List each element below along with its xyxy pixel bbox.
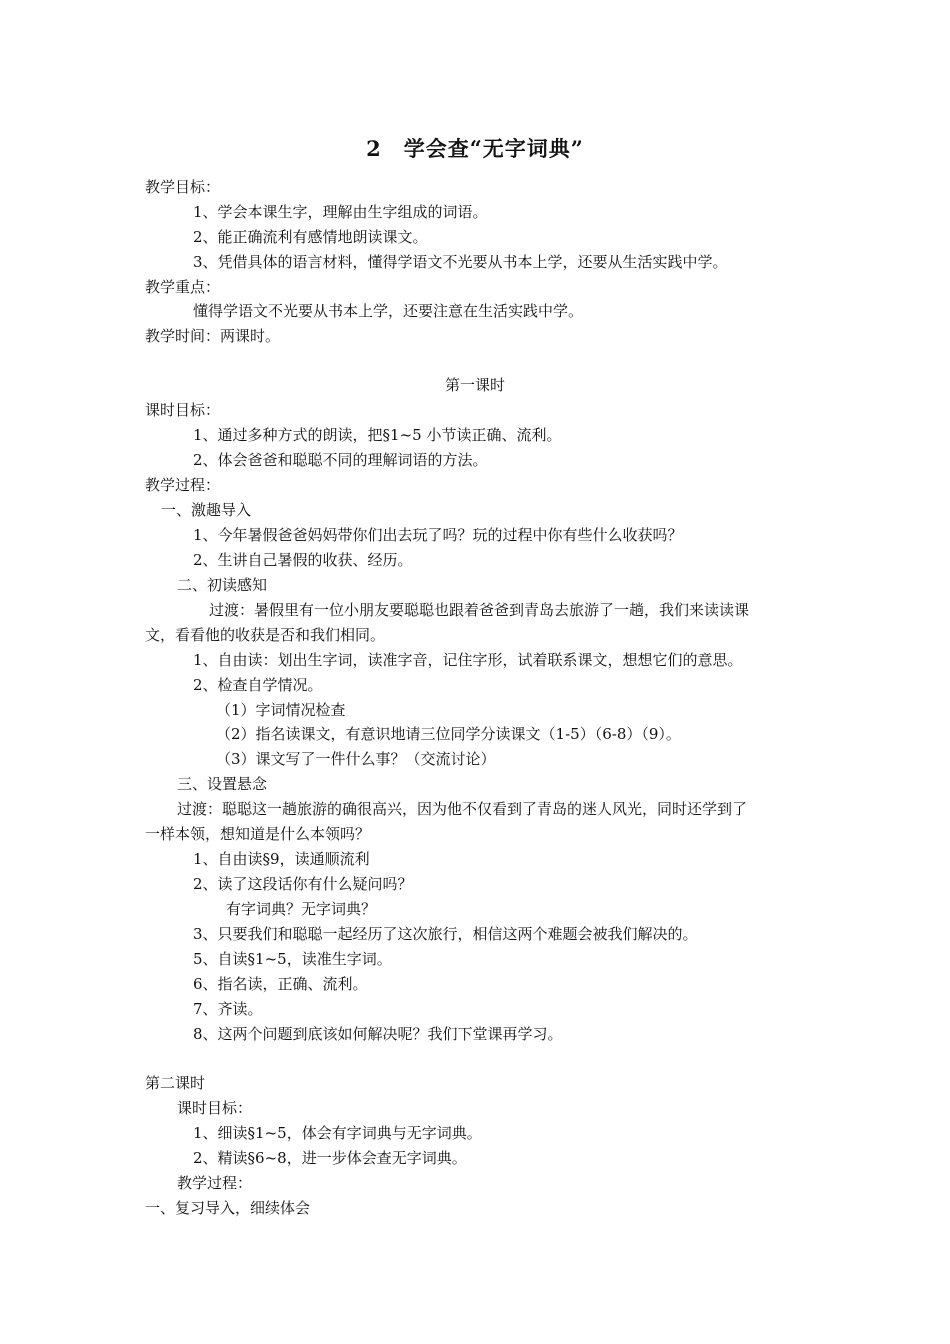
step-3-item-2: 2、读了这段话你有什么疑问吗？ — [193, 875, 413, 893]
step-heading-2: 二、初读感知 — [177, 576, 268, 594]
goal-item-2: 2、能正确流利有感情地朗读课文。 — [193, 228, 428, 246]
step-3-item-5: 5、自读§1~5，读准生字词。 — [193, 950, 392, 968]
lesson-two-process-heading: 教学过程： — [177, 1174, 253, 1192]
step-3-item-3: 3、只要我们和聪聪一起经历了这次旅行，相信这两个难题会被我们解决的。 — [193, 925, 698, 943]
goal-item-1: 1、学会本课生字，理解由生字组成的词语。 — [193, 203, 488, 221]
lesson-two-goal-1: 1、细读§1~5，体会有字词典与无字词典。 — [193, 1124, 482, 1142]
step-2-sub-3: （3）课文写了一件什么事？（交流讨论） — [216, 750, 496, 768]
lesson-two-goals-heading: 课时目标： — [177, 1099, 253, 1117]
transition-text-2a: 过渡：聪聪这一趟旅游的确很高兴，因为他不仅看到了青岛的迷人风光，同时还学到了 — [177, 800, 748, 818]
transition-text-2b: 一样本领，想知道是什么本领吗？ — [145, 825, 371, 843]
lesson-goal-item-2: 2、体会爸爸和聪聪不同的理解词语的方法。 — [193, 451, 488, 469]
lesson-goals-heading: 课时目标： — [145, 401, 221, 419]
goal-item-3: 3、凭借具体的语言材料，懂得学语文不光要从书本上学，还要从生活实践中学。 — [193, 253, 728, 271]
key-point-text: 懂得学语文不光要从书本上学，还要注意在生活实践中学。 — [193, 302, 584, 320]
step-3-item-6: 6、指名读，正确、流利。 — [193, 975, 368, 993]
step-3-item-8: 8、这两个问题到底该如何解决呢？我们下堂课再学习。 — [193, 1025, 563, 1043]
transition-text-1b: 文，看看他的收获是否和我们相同。 — [145, 626, 386, 644]
teaching-time: 教学时间：两课时。 — [145, 327, 281, 345]
step-3-item-7: 7、齐读。 — [193, 1000, 263, 1018]
step-2-sub-2: （2）指名读课文，有意识地请三位同学分读课文（1-5）（6-8）（9）。 — [216, 725, 681, 743]
step-1-item-1: 1、今年暑假爸爸妈妈带你们出去玩了吗？玩的过程中你有些什么收获吗？ — [193, 526, 683, 544]
step-heading-3: 三、设置悬念 — [177, 775, 268, 793]
lesson-one-heading: 第一课时 — [444, 376, 505, 394]
step-heading-1: 一、激趣导入 — [161, 501, 252, 519]
step-3-question: 有字词典？无字词典？ — [226, 900, 377, 918]
step-2-sub-1: （1）字词情况检查 — [216, 701, 346, 719]
section-heading-teaching-goals: 教学目标： — [145, 178, 221, 196]
lesson-two-heading: 第二课时 — [145, 1074, 206, 1092]
step-2-item-1: 1、自由读：划出生字词，读准字音，记住字形，试着联系课文，想想它们的意思。 — [193, 651, 743, 669]
section-heading-key-points: 教学重点： — [145, 278, 221, 296]
step-3-item-1: 1、自由读§9，读通顺流利 — [193, 850, 370, 868]
process-heading: 教学过程： — [145, 476, 221, 494]
document-title: 2 学会查“无字词典” — [366, 136, 584, 161]
transition-text-1a: 过渡：暑假里有一位小朋友要聪聪也跟着爸爸到青岛去旅游了一趟，我们来读读课 — [209, 601, 750, 619]
step-1-item-2: 2、生讲自己暑假的收获、经历。 — [193, 551, 413, 569]
lesson-goal-item-1: 1、通过多种方式的朗读，把§1~5 小节读正确、流利。 — [193, 426, 562, 444]
lesson-two-goal-2: 2、精读§6~8，进一步体会查无字词典。 — [193, 1149, 467, 1167]
step-2-item-2: 2、检查自学情况。 — [193, 676, 323, 694]
lesson-two-step-1: 一、复习导入，细续体会 — [145, 1199, 311, 1217]
